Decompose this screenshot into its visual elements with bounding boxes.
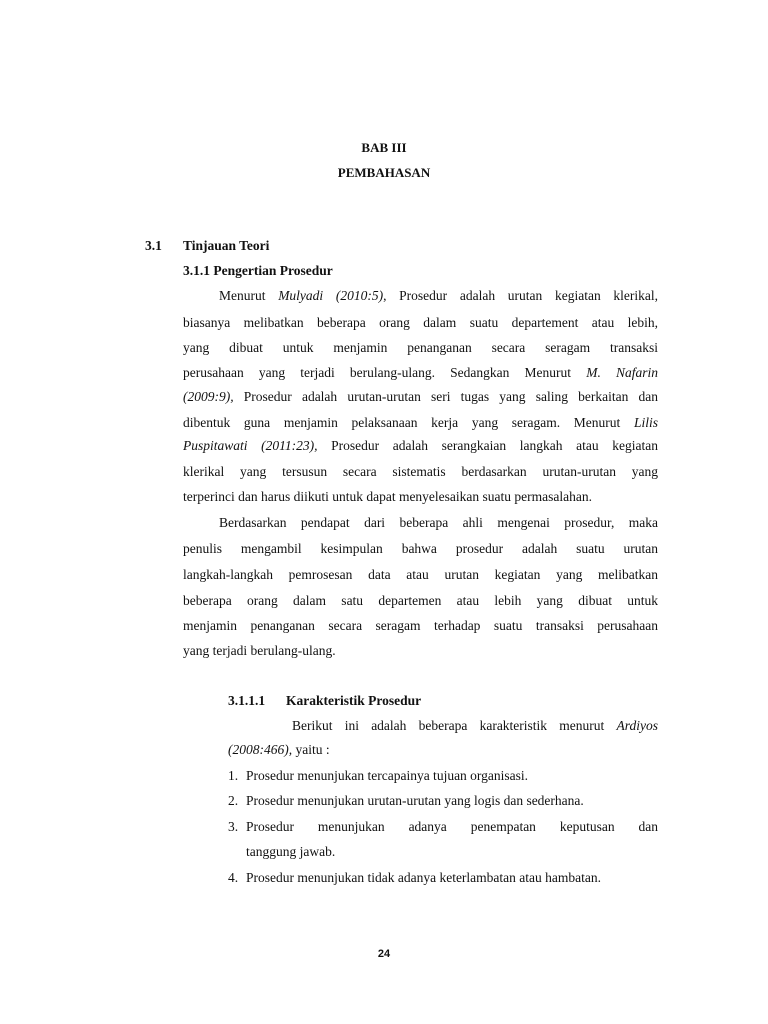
chapter-label: BAB III <box>361 140 407 155</box>
chapter-title: PEMBAHASAN <box>337 165 431 180</box>
para3-line2: (2008:466), yaitu : <box>228 742 330 757</box>
subsubsection-title: Karakteristik Prosedur <box>286 693 422 708</box>
page-number: 24 <box>377 948 391 960</box>
para1-line4: perusahaan yang terjadi berulang-ulang. Sedangkan Menurut M. Nafarin <box>183 365 658 380</box>
list-marker-4: 4. <box>228 870 239 885</box>
section-number: 3.1 <box>145 238 162 253</box>
para2-line6: yang terjadi berulang-ulang. <box>183 643 336 658</box>
para1-line8: klerikal yang tersusun secara sistematis berdasarkan urutan-urutan yang <box>183 464 658 479</box>
list-marker-2: 2. <box>228 793 239 808</box>
list-marker-3: 3. <box>228 819 239 834</box>
section-title: Tinjauan Teori <box>183 238 270 253</box>
para1-line3: yang dibuat untuk menjamin penanganan secara seragam transaksi <box>183 340 658 355</box>
para3-line1: Berikut ini adalah beberapa karakteristik menurut Ardiyos <box>292 718 658 733</box>
para1-line2: biasanya melibatkan beberapa orang dalam suatu departement atau lebih, <box>183 315 658 330</box>
list-item-3-cont: tanggung jawab. <box>246 844 336 859</box>
para1-line7: Puspitawati (2011:23), Prosedur adalah serangkaian langkah atau kegiatan <box>183 438 658 453</box>
para2-line4: beberapa orang dalam satu departemen atau lebih yang dibuat untuk <box>183 593 658 608</box>
list-marker-1: 1. <box>228 768 239 783</box>
para2-line3: langkah-langkah pemrosesan data atau urutan kegiatan yang melibatkan <box>183 567 658 582</box>
list-item-2: Prosedur menunjukan urutan-urutan yang logis dan sederhana. <box>246 793 584 808</box>
para1-line1: Menurut Mulyadi (2010:5), Prosedur adalah urutan kegiatan klerikal, <box>219 288 658 303</box>
list-item-3: Prosedur menunjukan adanya penempatan keputusan dan <box>246 819 658 834</box>
para1-line9: terperinci dan harus diikuti untuk dapat menyelesaikan suatu permasalahan. <box>183 489 592 504</box>
list-item-4: Prosedur menunjukan tidak adanya keterlambatan atau hambatan. <box>246 870 601 885</box>
para2-line5: menjamin penanganan secara seragam terhadap suatu transaksi perusahaan <box>183 618 658 633</box>
para1-line6: dibentuk guna menjamin pelaksanaan kerja yang seragam. Menurut Lilis <box>183 415 658 430</box>
subsection-title: 3.1.1 Pengertian Prosedur <box>183 263 333 278</box>
para2-line1: Berdasarkan pendapat dari beberapa ahli mengenai prosedur, maka <box>219 515 658 530</box>
para2-line2: penulis mengambil kesimpulan bahwa prosedur adalah suatu urutan <box>183 541 658 556</box>
para1-line5: (2009:9), Prosedur adalah urutan-urutan seri tugas yang saling berkaitan dan <box>183 389 658 404</box>
subsubsection-number: 3.1.1.1 <box>228 693 266 708</box>
list-item-1: Prosedur menunjukan tercapainya tujuan organisasi. <box>246 768 529 783</box>
